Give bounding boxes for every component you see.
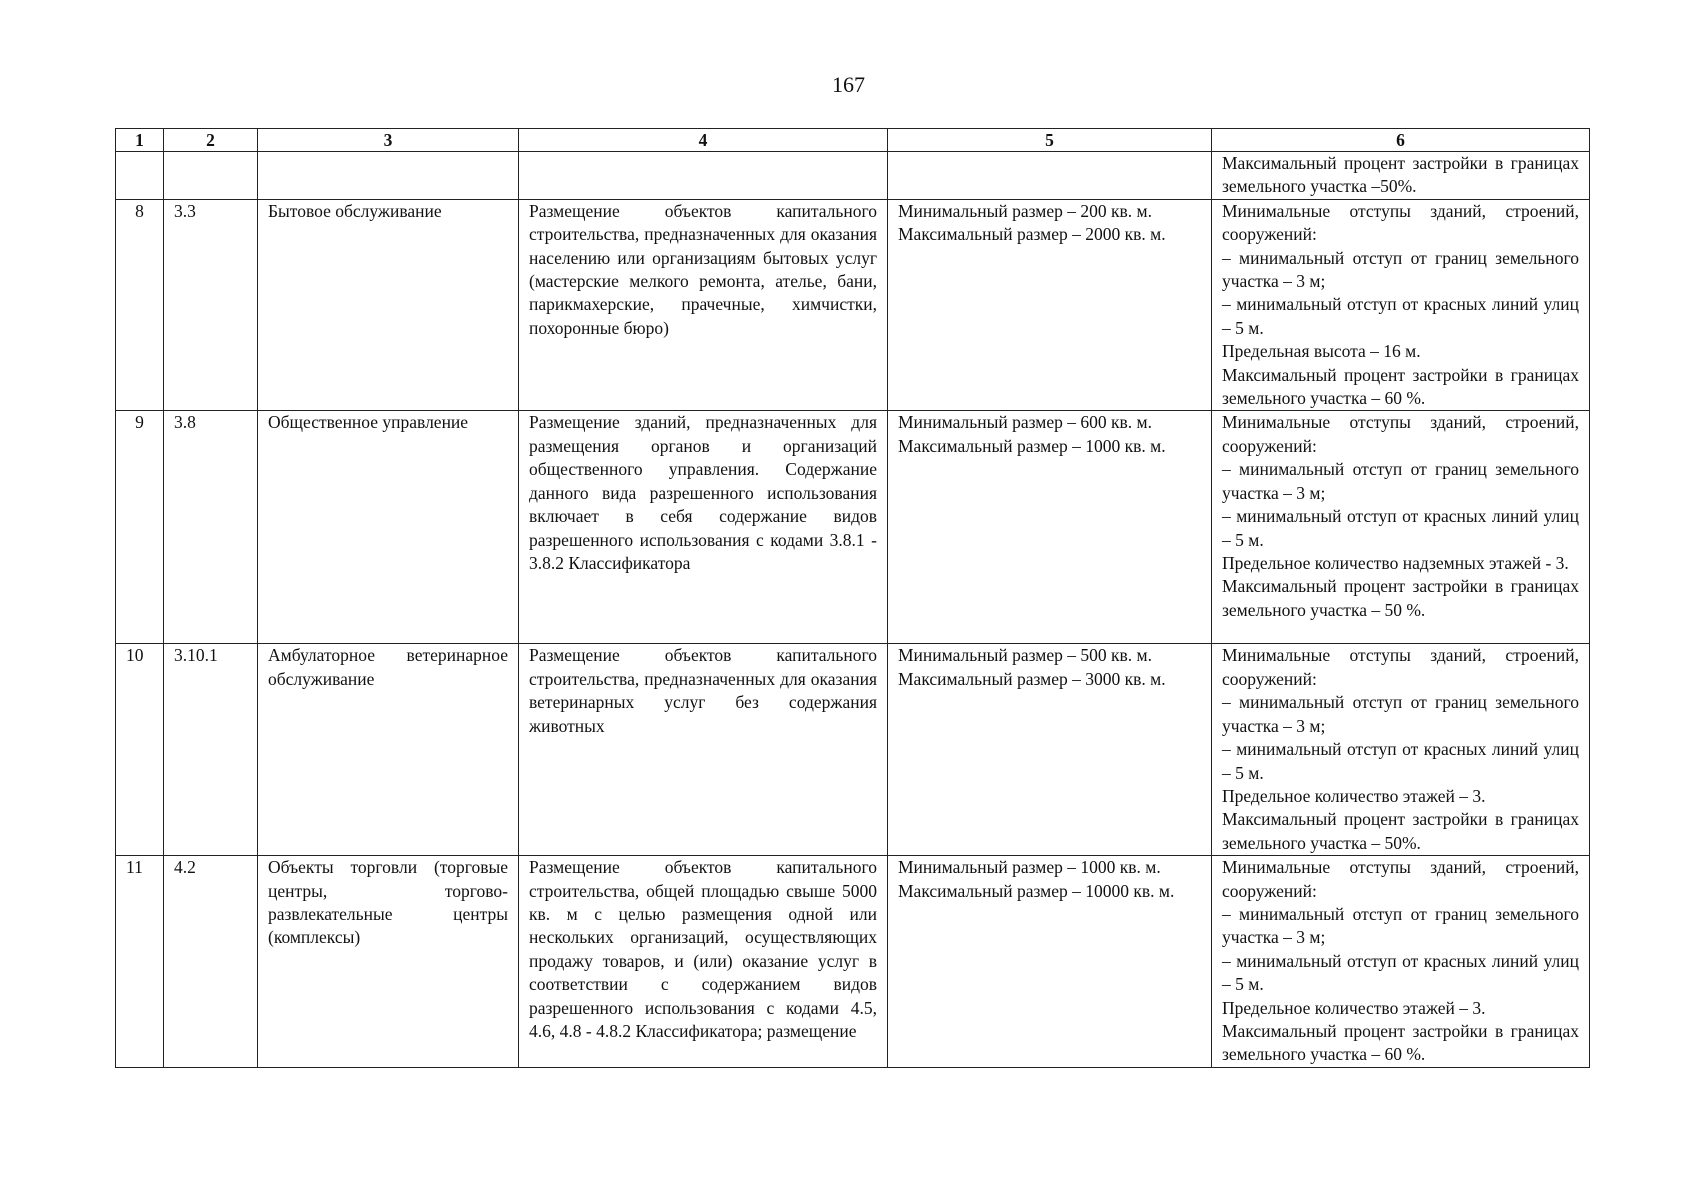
land-use-table — [115, 128, 1590, 1068]
cell-code: 3.8 — [164, 411, 258, 644]
param-line: Максимальный процент застройки в границах земельного участка – 60 %. — [1222, 1020, 1579, 1065]
size-line: Минимальный размер – 200 кв. м. — [898, 200, 1152, 221]
cell-use-name: Амбулаторное ветеринарное обслуживание — [258, 644, 519, 856]
cell-empty — [258, 152, 519, 200]
cell-plot-size — [888, 644, 1212, 856]
cell-number: 8 — [116, 199, 164, 411]
size-line: Максимальный размер – 3000 кв. м. — [898, 668, 1166, 689]
cell-params-continuation: Максимальный процент застройки в границах земельного участка –50%. — [1212, 152, 1590, 200]
cell-use-name: Бытовое обслуживание — [258, 199, 519, 411]
param-line: Предельная высота – 16 м. — [1222, 341, 1421, 362]
param-line: – минимальный отступ от красных линий улиц – 5 м. — [1222, 950, 1579, 995]
cell-parameters — [1212, 199, 1590, 411]
param-line: Предельное количество этажей – 3. — [1222, 997, 1486, 1018]
param-line: – минимальный отступ от красных линий улиц – 5 м. — [1222, 739, 1579, 783]
size-line: Минимальный размер – 1000 кв. м. — [898, 857, 1161, 878]
param-line: – минимальный отступ от красных линий улиц – 5 м. — [1222, 294, 1579, 338]
param-line: – минимальный отступ от границ земельного участка – 3 м; — [1222, 903, 1579, 948]
page-number: 167 — [832, 72, 865, 97]
param-line: Минимальные отступы зданий, строений, сооружений: — [1222, 412, 1579, 456]
size-line: Максимальный размер – 2000 кв. м. — [898, 224, 1166, 245]
column-header-3: 3 — [258, 129, 519, 152]
cell-number: 10 — [116, 644, 164, 856]
column-header-2: 2 — [164, 129, 258, 152]
cell-code: 3.10.1 — [164, 644, 258, 856]
param-line: Максимальный процент застройки в границах земельного участка – 50 %. — [1222, 576, 1579, 620]
column-header-4: 4 — [519, 129, 888, 152]
table-row — [116, 411, 1590, 644]
param-line: – минимальный отступ от границ земельного участка – 3 м; — [1222, 247, 1579, 292]
cell-description: Размещение зданий, предназначенных для размещения органов и организаций общественного управления. Содержание данного вида разрешенного использования включает в себя содержание видов разрешенного использования с кодами 3.8.1 - 3.8.2 Классификатора — [519, 411, 888, 644]
size-line: Минимальный размер – 500 кв. м. — [898, 645, 1152, 666]
cell-number: 11 — [116, 856, 164, 1068]
table-row-continuation — [116, 152, 1590, 200]
table-header-row — [116, 129, 1590, 152]
table-row — [116, 644, 1590, 856]
cell-code: 4.2 — [164, 856, 258, 1068]
param-line: – минимальный отступ от границ земельного участка – 3 м; — [1222, 459, 1579, 503]
cell-use-name: Общественное управление — [258, 411, 519, 644]
size-line: Максимальный размер – 1000 кв. м. — [898, 435, 1166, 456]
cell-description: Размещение объектов капитального строительства, предназначенных для оказания ветеринарных услуг без содержания животных — [519, 644, 888, 856]
column-header-6: 6 — [1212, 129, 1590, 152]
table-row — [116, 199, 1590, 411]
cell-parameters — [1212, 644, 1590, 856]
size-line: Максимальный размер – 10000 кв. м. — [898, 880, 1175, 901]
cell-plot-size — [888, 199, 1212, 411]
cell-empty — [164, 152, 258, 200]
column-header-1: 1 — [116, 129, 164, 152]
cell-number: 9 — [116, 411, 164, 644]
cell-code: 3.3 — [164, 199, 258, 411]
param-line: Максимальный процент застройки в границах земельного участка – 50%. — [1222, 809, 1579, 853]
cell-parameters — [1212, 411, 1590, 644]
table-row — [116, 856, 1590, 1068]
param-line: Минимальные отступы зданий, строений, сооружений: — [1222, 857, 1579, 901]
cell-description: Размещение объектов капитального строительства, предназначенных для оказания населению или организациям бытовых услуг (мастерские мелкого ремонта, ателье, бани, парикмахерские, прачечные, химчистки, похоронные бюро) — [519, 199, 888, 411]
cell-plot-size — [888, 411, 1212, 644]
size-line: Минимальный размер – 600 кв. м. — [898, 412, 1152, 433]
param-line: Предельное количество этажей – 3. — [1222, 785, 1486, 806]
column-header-5: 5 — [888, 129, 1212, 152]
param-line: – минимальный отступ от красных линий улиц – 5 м. — [1222, 506, 1579, 550]
cell-plot-size — [888, 856, 1212, 1068]
param-line: Минимальные отступы зданий, строений, сооружений: — [1222, 200, 1579, 245]
cell-empty — [888, 152, 1212, 200]
cell-empty — [519, 152, 888, 200]
param-line: Максимальный процент застройки в границах земельного участка – 60 %. — [1222, 364, 1579, 409]
param-line: Минимальные отступы зданий, строений, сооружений: — [1222, 645, 1579, 689]
cell-empty — [116, 152, 164, 200]
cell-description: Размещение объектов капитального строительства, общей площадью свыше 5000 кв. м с целью размещения одной или нескольких организаций, осуществляющих продажу товаров, и (или) оказание услуг в соответствии с содержанием видов разрешенного использования с кодами 4.5, 4.6, 4.8 - 4.8.2 Классификатора; размещение — [519, 856, 888, 1068]
cell-parameters — [1212, 856, 1590, 1068]
param-line: Предельное количество надземных этажей - 3. — [1222, 552, 1569, 573]
cell-use-name: Объекты торговли (торговые центры, торгово-развлекательные центры (комплексы) — [258, 856, 519, 1068]
param-line: – минимальный отступ от границ земельного участка – 3 м; — [1222, 692, 1579, 736]
